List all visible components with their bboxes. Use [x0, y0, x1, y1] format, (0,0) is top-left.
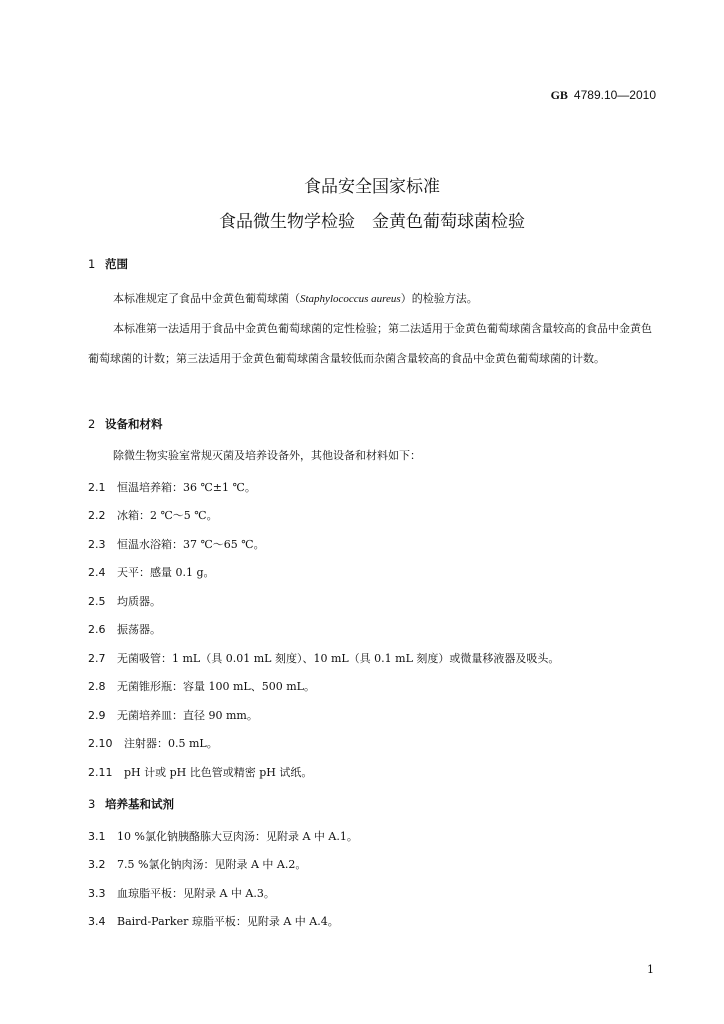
page-number: 1 — [647, 963, 654, 976]
list-item: 2.4 天平：感量 0.1 g。 — [88, 566, 215, 579]
list-item: 2.11 pH 计或 pH 比色管或精密 pH 试纸。 — [88, 766, 313, 779]
list-item: 2.2 冰箱：2 ℃～5 ℃。 — [88, 509, 218, 522]
section-1-paragraph-2: 本标准第一法适用于食品中金黄色葡萄球菌的定性检验；第二法适用于金黄色葡萄球菌含量较高的食品中金黄色葡萄球菌的计数；第三法适用于金黄色葡萄球菌含量较低而杂菌含量较高的食品中金黄色葡萄球菌的计数。 — [88, 322, 652, 365]
standard-number: GB 4789.10—2010 — [550, 88, 656, 102]
list-item: 2.8 无菌锥形瓶：容量 100 mL、500 mL。 — [88, 680, 315, 693]
section-1-paragraph-1: 本标准规定了食品中金黄色葡萄球菌（Staphylococcus aureus）的检验方法。 — [113, 292, 478, 305]
list-item: 2.5 均质器。 — [88, 595, 161, 608]
section-2-heading: 2 设备和材料 — [88, 417, 163, 431]
document-title-line1: 食品安全国家标准 — [304, 177, 440, 197]
list-item: 2.7 无菌吸管：1 mL（具 0.01 mL 刻度）、10 mL（具 0.1 mL 刻度）或微量移液器及吸头。 — [88, 652, 560, 665]
list-item: 3.2 7.5 %氯化钠肉汤：见附录 A 中 A.2。 — [88, 858, 307, 871]
list-item: 2.9 无菌培养皿：直径 90 mm。 — [88, 709, 258, 722]
list-item: 2.3 恒温水浴箱：37 ℃～65 ℃。 — [88, 538, 265, 551]
list-item: 3.3 血琼脂平板：见附录 A 中 A.3。 — [88, 887, 275, 900]
list-item: 3.4 Baird-Parker 琼脂平板：见附录 A 中 A.4。 — [88, 915, 339, 928]
list-item: 2.6 振荡器。 — [88, 623, 161, 636]
section-3-heading: 3 培养基和试剂 — [88, 797, 174, 811]
section-2-intro: 除微生物实验室常规灭菌及培养设备外，其他设备和材料如下： — [113, 449, 421, 462]
list-item: 2.10 注射器：0.5 mL。 — [88, 737, 218, 750]
section-1-heading: 1 范围 — [88, 257, 128, 271]
list-item: 3.1 10 %氯化钠胰酪胨大豆肉汤：见附录 A 中 A.1。 — [88, 830, 358, 843]
list-item: 2.1 恒温培养箱：36 ℃±1 ℃。 — [88, 481, 256, 494]
document-title-line2: 食品微生物学检验 金黄色葡萄球菌检验 — [219, 212, 525, 232]
